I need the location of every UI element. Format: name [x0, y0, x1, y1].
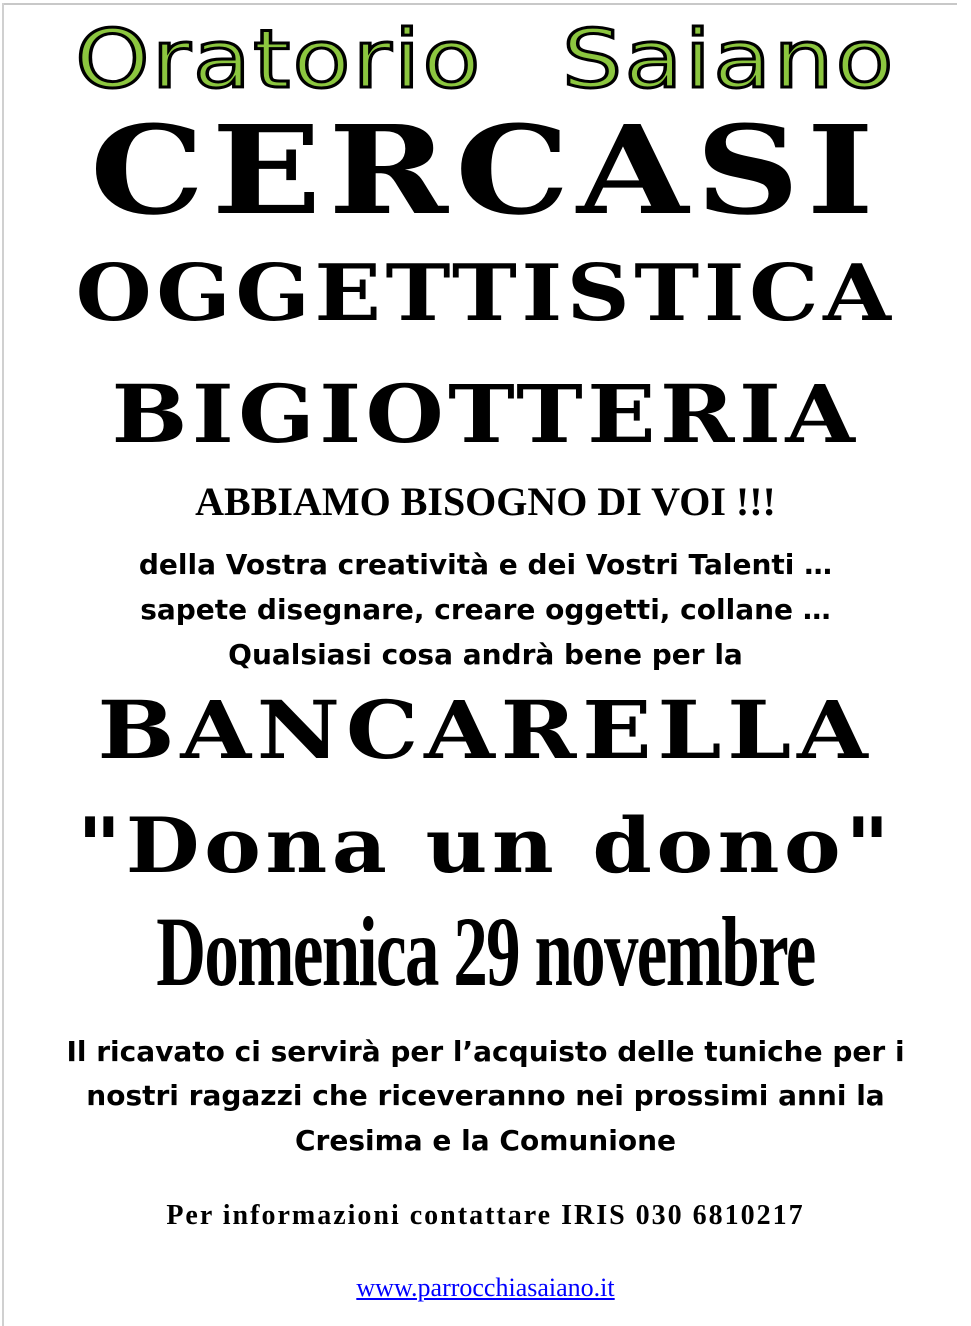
contact-info: Per informazioni contattare IRIS 030 6810217	[166, 1200, 805, 1231]
event-name: BANCARELLA	[97, 683, 874, 777]
appeal-title: ABBIAMO BISOGNO DI VOI !!!	[195, 479, 776, 524]
headline-bigiotteria: BIGIOTTERIA	[111, 367, 860, 461]
purpose-line-3: Cresima e la Comunione	[295, 1124, 676, 1157]
appeal-line-3: Qualsiasi cosa andrà bene per la	[228, 638, 743, 671]
website-link[interactable]: www.parrocchiasaiano.it	[356, 1273, 615, 1302]
event-date: Domenica 29 novembre	[156, 897, 815, 1008]
purpose-line-1: Il ricavato ci servirà per l’acquisto delle tuniche per i	[66, 1035, 905, 1068]
top-border-line	[2, 3, 957, 5]
headline-cercasi: CERCASI	[89, 98, 882, 242]
oratorio-title: Oratorio Saiano	[75, 13, 896, 106]
event-motto: "Dona un dono"	[76, 801, 895, 890]
purpose-line-2: nostri ragazzi che riceveranno nei prossimi anni la	[86, 1079, 885, 1112]
headline-oggettistica: OGGETTISTICA	[75, 248, 896, 339]
website-line	[0, 1270, 971, 1306]
appeal-line-1: della Vostra creatività e dei Vostri Talenti …	[138, 548, 833, 581]
appeal-line-2: sapete disegnare, creare oggetti, collane …	[140, 593, 831, 626]
